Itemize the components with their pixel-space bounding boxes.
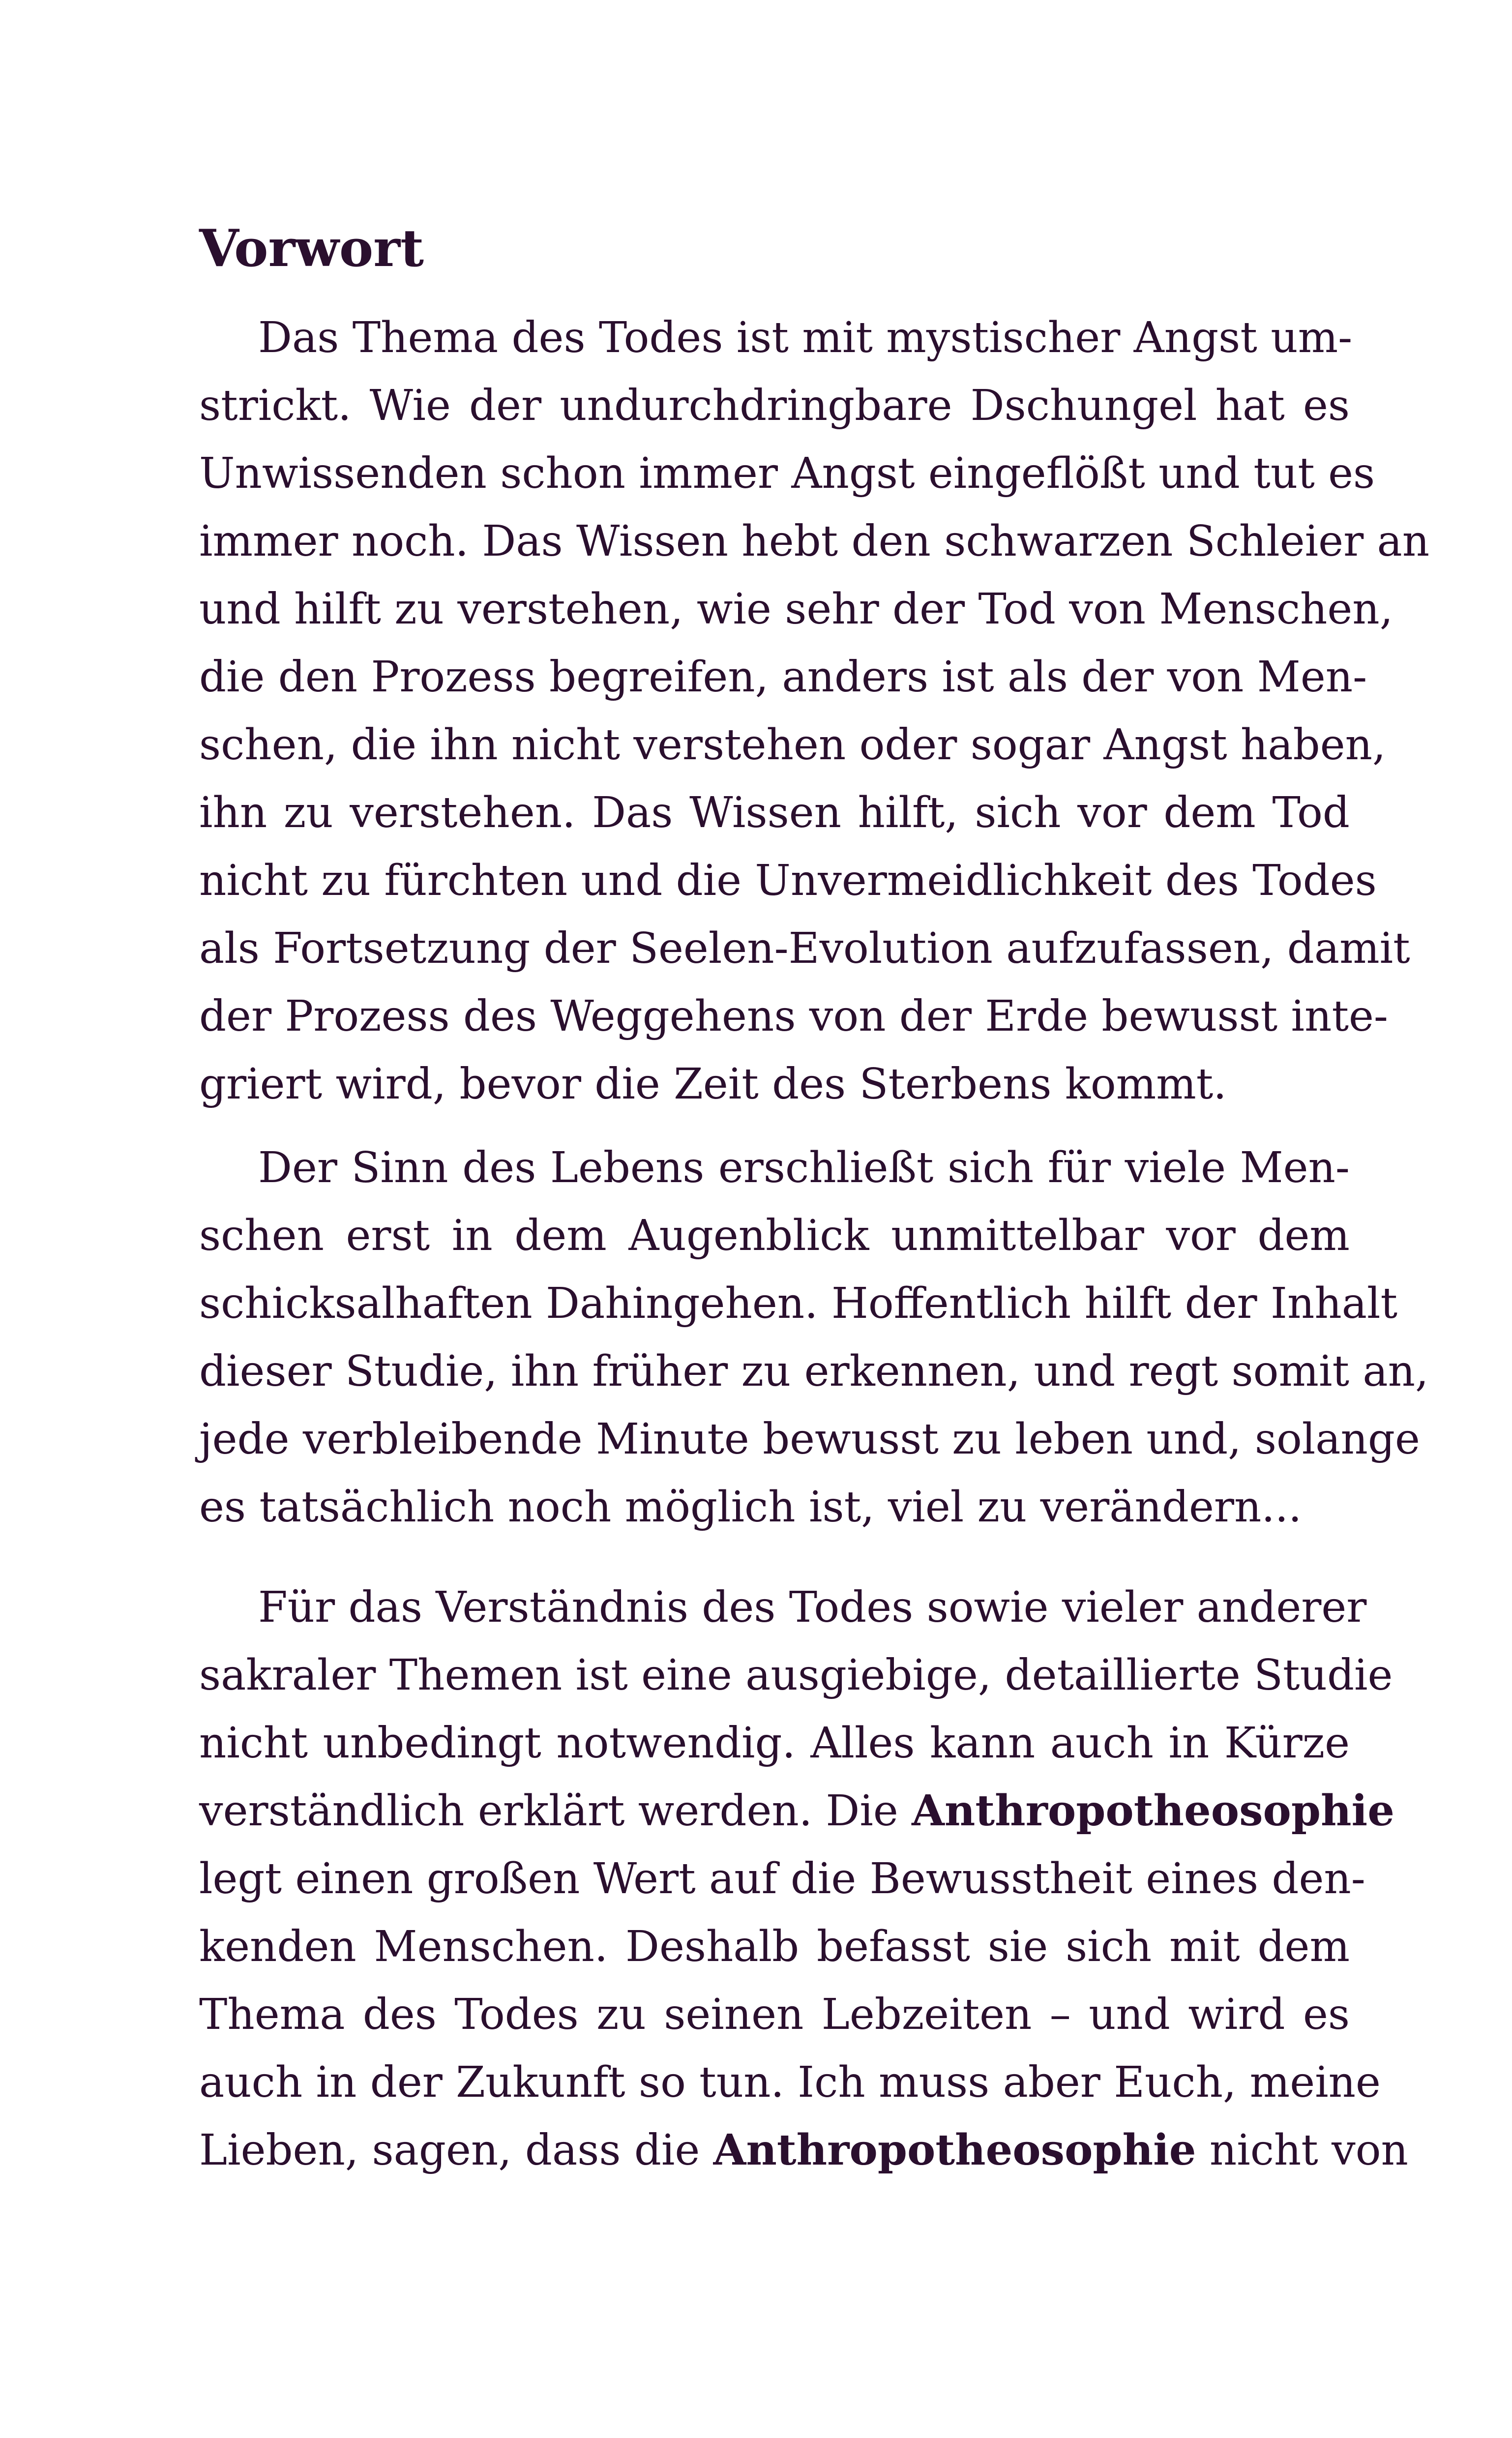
text-segment: schen, die ihn nicht verstehen oder sogar Angst haben,: [199, 720, 1386, 770]
text-line: [199, 2049, 1381, 2116]
text-line: [199, 440, 1375, 507]
text-line: [199, 982, 1388, 1050]
text-line: [199, 1845, 1365, 1913]
text-segment: Das Thema des Todes ist mit mystischer Angst um-: [258, 313, 1353, 362]
text-line: [199, 507, 1430, 575]
text-line: [199, 575, 1393, 643]
text-line: [199, 1574, 1367, 1641]
text-line: [199, 1641, 1393, 1709]
text-segment: Unwissenden schon immer Angst eingeflößt und tut es: [199, 449, 1375, 498]
text-line: [199, 1709, 1350, 1777]
text-segment: nicht von: [1196, 2126, 1408, 2175]
text-segment: immer noch. Das Wissen hebt den schwarzen Schleier an: [199, 517, 1430, 566]
text-segment: legt einen großen Wert auf die Bewusstheit eines den-: [199, 1854, 1365, 1903]
paragraph-1: [199, 304, 1430, 1118]
text-segment: strickt. Wie der undurchdringbare Dschungel hat es: [199, 381, 1350, 430]
text-segment: Lieben, sagen, dass die: [199, 2126, 713, 2175]
text-segment: ihn zu verstehen. Das Wissen hilft, sich vor dem Tod: [199, 788, 1350, 837]
text-line: [199, 1134, 1350, 1202]
text-segment: Der Sinn des Lebens erschließt sich für viele Men-: [258, 1143, 1350, 1192]
text-segment: sakraler Themen ist eine ausgiebige, detaillierte Studie: [199, 1651, 1393, 1700]
text-segment: jede verbleibende Minute bewusst zu leben und, solange: [199, 1415, 1420, 1464]
text-segment: verständlich erklärt werden. Die: [199, 1786, 912, 1836]
text-line: [199, 1405, 1420, 1473]
text-segment: dieser Studie, ihn früher zu erkennen, und regt somit an,: [199, 1347, 1429, 1396]
chapter-title: Vorwort: [199, 218, 424, 278]
paragraph-3: [199, 1574, 1408, 2184]
text-segment: kenden Menschen. Deshalb befasst sie sich mit dem: [199, 1922, 1350, 1971]
text-segment: schen erst in dem Augenblick unmittelbar vor dem: [199, 1211, 1350, 1260]
text-segment: auch in der Zukunft so tun. Ich muss aber Euch, meine: [199, 2058, 1381, 2107]
text-segment: schicksalhaften Dahingehen. Hoffentlich hilft der Inhalt: [199, 1279, 1398, 1328]
text-line: [199, 1338, 1429, 1405]
text-segment: Für das Verständnis des Todes sowie vieler anderer: [258, 1583, 1367, 1632]
text-line: [199, 1913, 1350, 1981]
paragraph-2: [199, 1134, 1429, 1541]
text-line: [199, 643, 1367, 711]
text-line: [199, 1981, 1350, 2049]
bold-term: Anthropotheosophie: [713, 2125, 1196, 2175]
text-segment: griert wird, bevor die Zeit des Sterbens kommt.: [199, 1060, 1227, 1109]
text-line: [199, 2116, 1408, 2184]
text-line: [199, 779, 1350, 847]
text-segment: der Prozess des Weggehens von der Erde bewusst inte-: [199, 992, 1388, 1041]
text-line: [199, 1473, 1350, 1541]
text-line: [199, 372, 1350, 440]
text-segment: nicht zu fürchten und die Unvermeidlichkeit des Todes: [199, 856, 1377, 905]
text-segment: es tatsächlich noch möglich ist, viel zu verändern...: [199, 1483, 1302, 1532]
text-line: [199, 1202, 1350, 1270]
text-line: [199, 915, 1410, 982]
text-line: [199, 1050, 1350, 1118]
text-line: [199, 847, 1377, 915]
text-segment: Thema des Todes zu seinen Lebzeiten – und wird es: [199, 1990, 1350, 2039]
text-segment: die den Prozess begreifen, anders ist als der von Men-: [199, 653, 1367, 702]
text-segment: als Fortsetzung der Seelen-Evolution aufzufassen, damit: [199, 924, 1410, 973]
text-line: [199, 1270, 1398, 1338]
text-line: [199, 711, 1386, 779]
text-segment: und hilft zu verstehen, wie sehr der Tod von Menschen,: [199, 585, 1393, 634]
bold-term: Anthropotheosophie: [912, 1786, 1394, 1836]
text-segment: nicht unbedingt notwendig. Alles kann auch in Kürze: [199, 1719, 1350, 1768]
text-line: [199, 1777, 1394, 1845]
text-line: [199, 304, 1353, 372]
